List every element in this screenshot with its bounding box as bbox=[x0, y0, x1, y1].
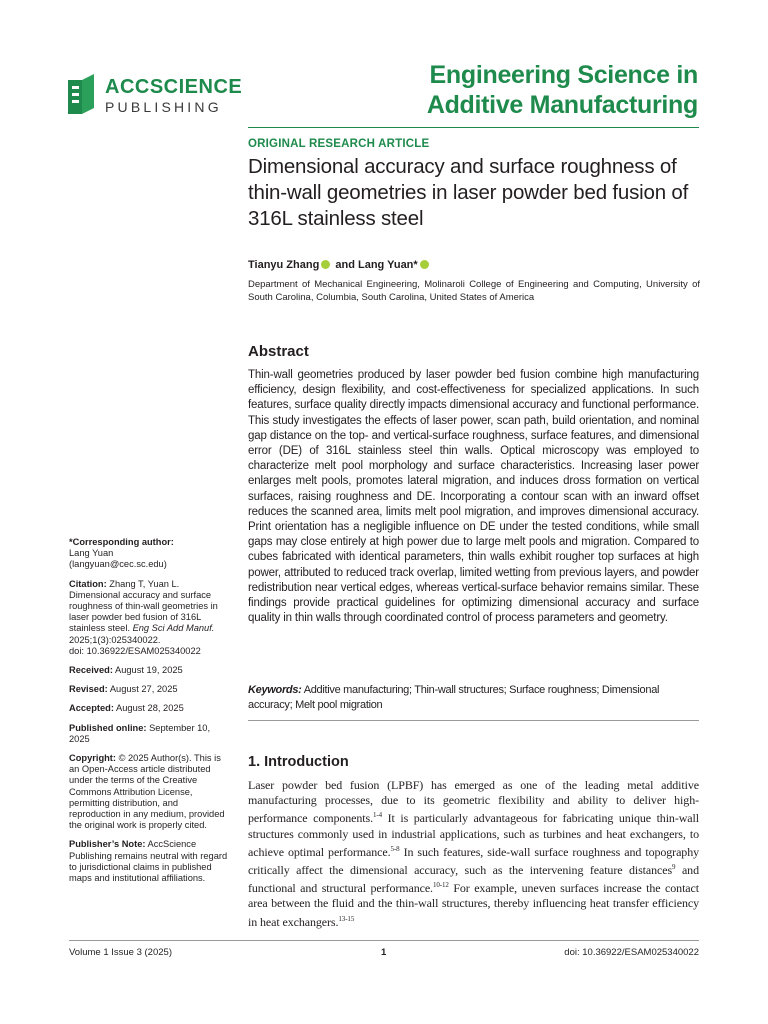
accepted-label: Accepted: bbox=[69, 703, 114, 714]
copyright-text: © 2025 Author(s). This is an Open-Access article distributed under the terms of the Creative Commons Attribution License, permitting distribution, and reproduction in any medium, provided the original work is properly cited. bbox=[69, 753, 225, 831]
citation-text: Zhang T, Yuan L. Dimensional accuracy and surface roughness of thin-wall geometries in laser powder bed fusion of 316L stainless steel. bbox=[69, 578, 218, 634]
orcid-icon[interactable] bbox=[321, 260, 330, 269]
author-name[interactable]: Tianyu Zhang bbox=[248, 259, 320, 271]
author-name[interactable]: Lang Yuan* bbox=[357, 259, 418, 271]
header-divider bbox=[248, 127, 699, 128]
orcid-icon[interactable] bbox=[420, 260, 429, 269]
publisher-note bbox=[69, 839, 232, 884]
author-affiliation: Department of Mechanical Engineering, Molinaroli College of Engineering and Computing, University of South Carolina, Columbia, South Carolina, United States of America bbox=[248, 279, 700, 303]
accepted-value: August 28, 2025 bbox=[113, 703, 184, 714]
intro-paragraph bbox=[248, 778, 699, 930]
publisher-name: ACCSCIENCE bbox=[105, 76, 243, 98]
corresponding-author-label: *Corresponding author: bbox=[69, 537, 174, 547]
published-value: September 10, 2025 bbox=[69, 722, 211, 744]
copyright-label: Copyright: bbox=[69, 753, 116, 764]
section-heading: 1. Introduction bbox=[248, 754, 349, 770]
citation-ref[interactable]: 1-4 bbox=[373, 811, 383, 820]
received-value: August 19, 2025 bbox=[112, 665, 183, 676]
publisher-logo[interactable] bbox=[68, 74, 243, 118]
copyright-notice bbox=[69, 753, 232, 831]
received-date bbox=[69, 665, 232, 676]
author-list bbox=[248, 259, 431, 271]
footer-divider bbox=[69, 940, 699, 941]
revised-date bbox=[69, 684, 232, 695]
publisher-note-label: Publisher’s Note: bbox=[69, 839, 146, 850]
citation-ref[interactable]: 9 bbox=[672, 863, 676, 872]
corresponding-author-email[interactable]: (langyuan@cec.sc.edu) bbox=[69, 559, 167, 570]
keywords-label: Keywords: bbox=[248, 684, 302, 696]
intro-text-segment: Laser powder bed fusion (LPBF) has emerged as one of the leading metal additive manufacturing processes, due to its geometric flexibility and ability to deliver high-performance components. bbox=[248, 778, 699, 826]
publisher-note-text: AccScience Publishing remains neutral with regard to jurisdictional claims in published maps and institutional affiliations. bbox=[69, 839, 228, 884]
received-label: Received: bbox=[69, 665, 113, 676]
accepted-date bbox=[69, 703, 232, 714]
author-separator: and bbox=[332, 259, 358, 271]
citation-ref[interactable]: 10-12 bbox=[432, 881, 449, 890]
corresponding-author bbox=[69, 537, 232, 571]
citation-doi[interactable]: doi: 10.36922/ESAM025340022 bbox=[69, 645, 201, 656]
citation-ref[interactable]: 13-15 bbox=[338, 914, 355, 923]
abstract-heading: Abstract bbox=[248, 343, 309, 360]
citation-label: Citation: bbox=[69, 578, 107, 589]
page-number: 1 bbox=[381, 947, 387, 958]
journal-title-line1: Engineering Science in bbox=[429, 61, 698, 89]
published-label: Published online: bbox=[69, 722, 147, 733]
publisher-subname: PUBLISHING bbox=[105, 99, 222, 115]
citation-journal: Eng Sci Add Manuf. bbox=[132, 623, 215, 634]
publisher-logo-icon bbox=[68, 74, 98, 118]
keywords-list: Additive manufacturing; Thin-wall structures; Surface roughness; Dimensional accuracy; Melt pool migration bbox=[248, 684, 660, 711]
published-date bbox=[69, 723, 232, 745]
intro-text-segment: and functional and structural performance. bbox=[248, 863, 699, 896]
revised-label: Revised: bbox=[69, 684, 108, 695]
footer-volume: Volume 1 Issue 3 (2025) bbox=[69, 947, 172, 958]
footer-doi[interactable]: doi: 10.36922/ESAM025340022 bbox=[564, 947, 699, 958]
citation-volume: 2025;1(3):025340022. bbox=[69, 634, 161, 645]
citation-block bbox=[69, 579, 232, 657]
intro-text-segment: For example, uneven surfaces increase the contact area between the fluid and the thin-wall structures, thereby influencing heat transfer efficiency in heat exchangers. bbox=[248, 881, 699, 929]
intro-text-segment: It is particularly advantageous for fabricating unique thin-wall structures commonly used in industrial applications, such as turbines and heat exchangers, to achieve optimal performance. bbox=[248, 811, 699, 859]
article-type: ORIGINAL RESEARCH ARTICLE bbox=[248, 138, 430, 150]
abstract-text: Thin-wall geometries produced by laser powder bed fusion combine high manufacturing efficiency, design flexibility, and cost-effectiveness for specialized applications. In such features, surface quality directly impacts dimensional accuracy and functional performance. This study investigates the effects of laser power, scan path, build orientation, and nominal gap distance on the top- and vertical-surface roughness, surface features, and dimensional error (DE) of 316L stainless steel thin walls. Optical microscopy was employed to characterize melt pool morphology and surface characteristics. Increasing laser power enlarges melt pools, promotes lateral migration, and induces dross formation on vertical surfaces, raising roughness and DE. Incorporating a contour scan with an inward offset reduces the scanned area, limits melt pool migration, and improves dimensional accuracy. Print orientation has a negligible influence on DE under the tested conditions, while small gaps may close entirely at high power due to large melt pools and migration. Compared to cubes fabricated with identical parameters, thin walls exhibit rougher top surfaces at high power, attributed to reduced track overlap, limited wetting from previous layers, and powder redistribution near vertical edges, whereas vertical-surface behavior remains similar. These findings provide practical guidelines for optimizing dimensional accuracy and surface quality in thin walls through coordinated control of process parameters and geometry. bbox=[248, 369, 699, 625]
journal-title bbox=[427, 60, 698, 120]
keywords-divider bbox=[248, 720, 699, 721]
revised-value: August 27, 2025 bbox=[107, 684, 178, 695]
keywords bbox=[248, 683, 699, 713]
journal-title-line2: Additive Manufacturing bbox=[426, 91, 698, 119]
corresponding-author-name: Lang Yuan bbox=[69, 548, 114, 559]
citation-ref[interactable]: 5-8 bbox=[390, 844, 400, 853]
article-info-sidebar bbox=[69, 537, 232, 892]
article-title: Dimensional accuracy and surface roughness of thin-wall geometries in laser powder bed fusion of 316L stainless steel bbox=[248, 155, 689, 230]
intro-text-segment: In such features, side-wall surface roughness and topography critically affect the dimensional accuracy, such as the intervening feature distances bbox=[248, 844, 699, 878]
